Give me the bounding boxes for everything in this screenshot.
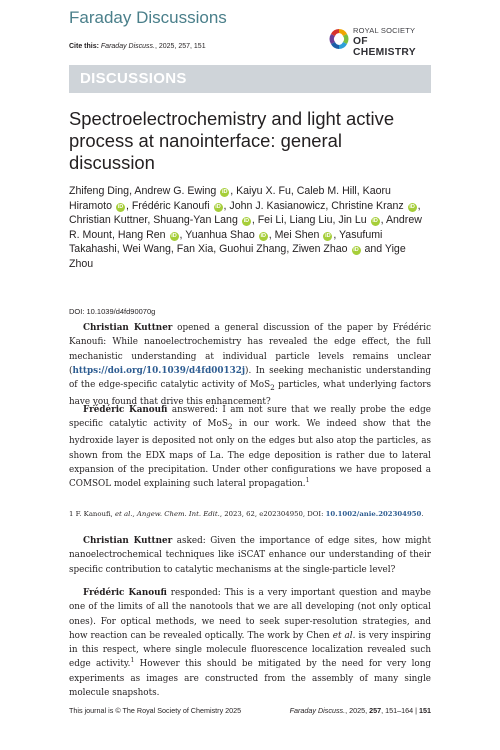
reference-marker[interactable]: 1 [130, 657, 135, 665]
author-name: Liang Liu [289, 214, 333, 226]
cite-prefix: Cite this: [69, 43, 99, 50]
doi-link[interactable]: https://doi.org/10.1039/d4fd00132j [72, 365, 246, 376]
footnote-text: F. Kanoufi, [73, 510, 115, 518]
footnote-doi-link[interactable]: 10.1002/anie.202304950 [325, 510, 422, 518]
paragraph-text: answered: I am not sure that we really probe the edge specific catalytic activity of MoS [69, 405, 431, 430]
rsc-logo [328, 26, 432, 58]
footer-copyright: This journal is © The Royal Society of Chemistry 2025 [69, 706, 242, 715]
author-name: Yige Zhou [69, 243, 406, 270]
paragraph-text: responded: This is a very important question and maybe one of the limits of all the nanotools that we are all developing (not only optical ones). For optical methods, we need to seek super-resolution strategies, and how reaction can be revealed optically. The work by Chen [69, 588, 431, 641]
orcid-icon[interactable]: iD [353, 247, 359, 253]
footnote-text: . [421, 510, 424, 518]
author-name: Guohui Zhang [219, 243, 287, 255]
reference-marker[interactable]: 1 [305, 477, 310, 485]
orcid-icon[interactable]: iD [409, 203, 415, 210]
publisher-line1: ROYAL SOCIETY [353, 26, 416, 35]
paragraph-text: et al. [332, 630, 356, 641]
author-name: Jin Lu [338, 214, 367, 226]
author-name: Fei Li [257, 214, 284, 226]
author-name: Kaoru Hiramoto [69, 185, 391, 212]
article-title: Spectroelectrochemistry and light active process at nanointerface: general discussion [69, 108, 395, 173]
section-banner [69, 65, 431, 93]
author-name: Yasufumi Takahashi [69, 228, 383, 255]
author-name: Mei Shen [274, 228, 320, 241]
paragraph-text: is very inspiring in this respect, where single molecule fluorescence localization revealed such edge activity. [69, 630, 431, 670]
footnote-journal: , Angew. Chem. Int. Edit. [132, 510, 220, 518]
speaker-name: Frédéric Kanoufi [83, 588, 167, 598]
section-banner-label: DISCUSSIONS [80, 70, 187, 87]
footer-volume: 257 [369, 706, 382, 715]
publisher-name [353, 27, 432, 58]
orcid-icon[interactable]: iD [243, 218, 250, 224]
author-name: Zhifeng Ding [69, 185, 130, 197]
author-name: Ziwen Zhao [292, 243, 348, 255]
footer-pages: , 151–164 [381, 706, 414, 715]
doi[interactable]: DOI: 10.1039/d4fd90070g [69, 307, 156, 316]
footer-journal: Faraday Discuss. [289, 706, 346, 715]
author-name: Andrew R. Mount [69, 214, 422, 241]
paragraph-text: opened a general discussion of the paper by Frédéric Kanoufi: While nanoelectrochemistry has revealed the edge effect, the full mechanistic understanding at individual particle levels remains unclear ( [69, 323, 431, 376]
author-name: Wei Wang [122, 243, 171, 255]
subscript: 2 [227, 422, 233, 432]
author-name: Yuanhua Shao [185, 228, 255, 241]
footer-separator: | [415, 706, 417, 715]
orcid-icon[interactable]: iD [171, 232, 177, 239]
author-name: Christian Kuttner [69, 214, 148, 226]
discussion-paragraph [69, 321, 431, 410]
author-name: Frédéric Kanoufi [131, 199, 210, 212]
discussion-paragraph [69, 534, 431, 577]
footer-year: , 2025, [345, 706, 370, 715]
orcid-icon[interactable]: iD [260, 232, 266, 239]
publisher-line2: OF CHEMISTRY [353, 35, 416, 58]
cite-rest: , 2025, 257, 151 [154, 43, 206, 50]
author-name: Christine Kranz [331, 199, 404, 212]
orcid-icon[interactable]: iD [325, 232, 331, 239]
discussion-paragraph [69, 403, 431, 492]
author-name: Caleb M. Hill [296, 185, 357, 197]
discussion-paragraph [69, 586, 431, 700]
paragraph-text: However this should be mitigated by the need for very long experiments as images are constructed from the assembly of many single molecule snapshots. [69, 659, 432, 699]
footnote-number: 1 [69, 510, 74, 518]
author-name: Hang Ren [117, 228, 166, 241]
paragraph-text: asked: Given the importance of edge sites, how might nanoelectrochemical techniques like iSCAT enhance our understanding of their specific contribution to catalytic mechanisms at the single-particle level? [69, 536, 431, 575]
author-name: John J. Kasianowicz [229, 199, 326, 212]
footnote [69, 510, 431, 519]
citation-line [69, 43, 206, 50]
speaker-name: Frédéric Kanoufi [83, 405, 168, 415]
orcid-icon[interactable]: iD [215, 203, 221, 210]
footer-citation [290, 706, 431, 715]
journal-title: Faraday Discussions [69, 8, 227, 27]
speaker-name: Christian Kuttner [83, 323, 173, 333]
footer-page-number: 151 [419, 706, 431, 715]
cite-journal: Faraday Discuss. [100, 43, 155, 50]
paragraph-text: in our work. We indeed show that the hydroxide layer is deposited not only on the edges but also atop the particles, as shown from the EDX maps of La. The edge deposition is rather due to lateral expansion of the precipitation. Under other configurations we have proposed a COMSOL model explaining such lateral propagation. [69, 419, 431, 490]
orcid-icon[interactable]: iD [117, 203, 124, 210]
author-name: Andrew G. Ewing [134, 185, 217, 197]
author-list: Zhifeng Ding, Andrew G. Ewing iD , Kaiyu X. Fu, Caleb M. Hill, Kaoru Hiramoto iD , Frédéric Kanoufi iD , John J. Kasianowicz, Christine Kranz iD , Christian Kuttner, Shuang-Yan Lang iD , Fei Li, Liang Liu, Jin Lu iD , Andrew R. Mount, Hang Ren iD , Yuanhua Shao iD , Mei Shen iD , Yasufumi Takahashi, Wei Wang, Fan Xia, Guohui Zhang, Ziwen Zhao iD and Yige Zhou [69, 185, 422, 270]
paragraph-text: ). In seeking mechanistic understanding of the edge-specific catalytic activity of MoS [69, 365, 431, 391]
orcid-icon[interactable]: iD [221, 189, 228, 195]
rsc-logo-mark-icon [328, 27, 350, 51]
subscript: 2 [270, 382, 275, 392]
orcid-icon[interactable]: iD [372, 218, 378, 224]
speaker-name: Christian Kuttner [83, 536, 173, 546]
footnote-text: et al. [114, 510, 133, 518]
footnote-text: , 2023, 62, e202304950, DOI: [219, 510, 326, 518]
author-name: Fan Xia [176, 243, 214, 255]
author-name: Shuang-Yan Lang [153, 214, 238, 226]
paragraph-text: particles, what underlying factors have you found that drive this enhancement? [69, 380, 432, 408]
author-name: Kaiyu X. Fu [236, 185, 291, 197]
